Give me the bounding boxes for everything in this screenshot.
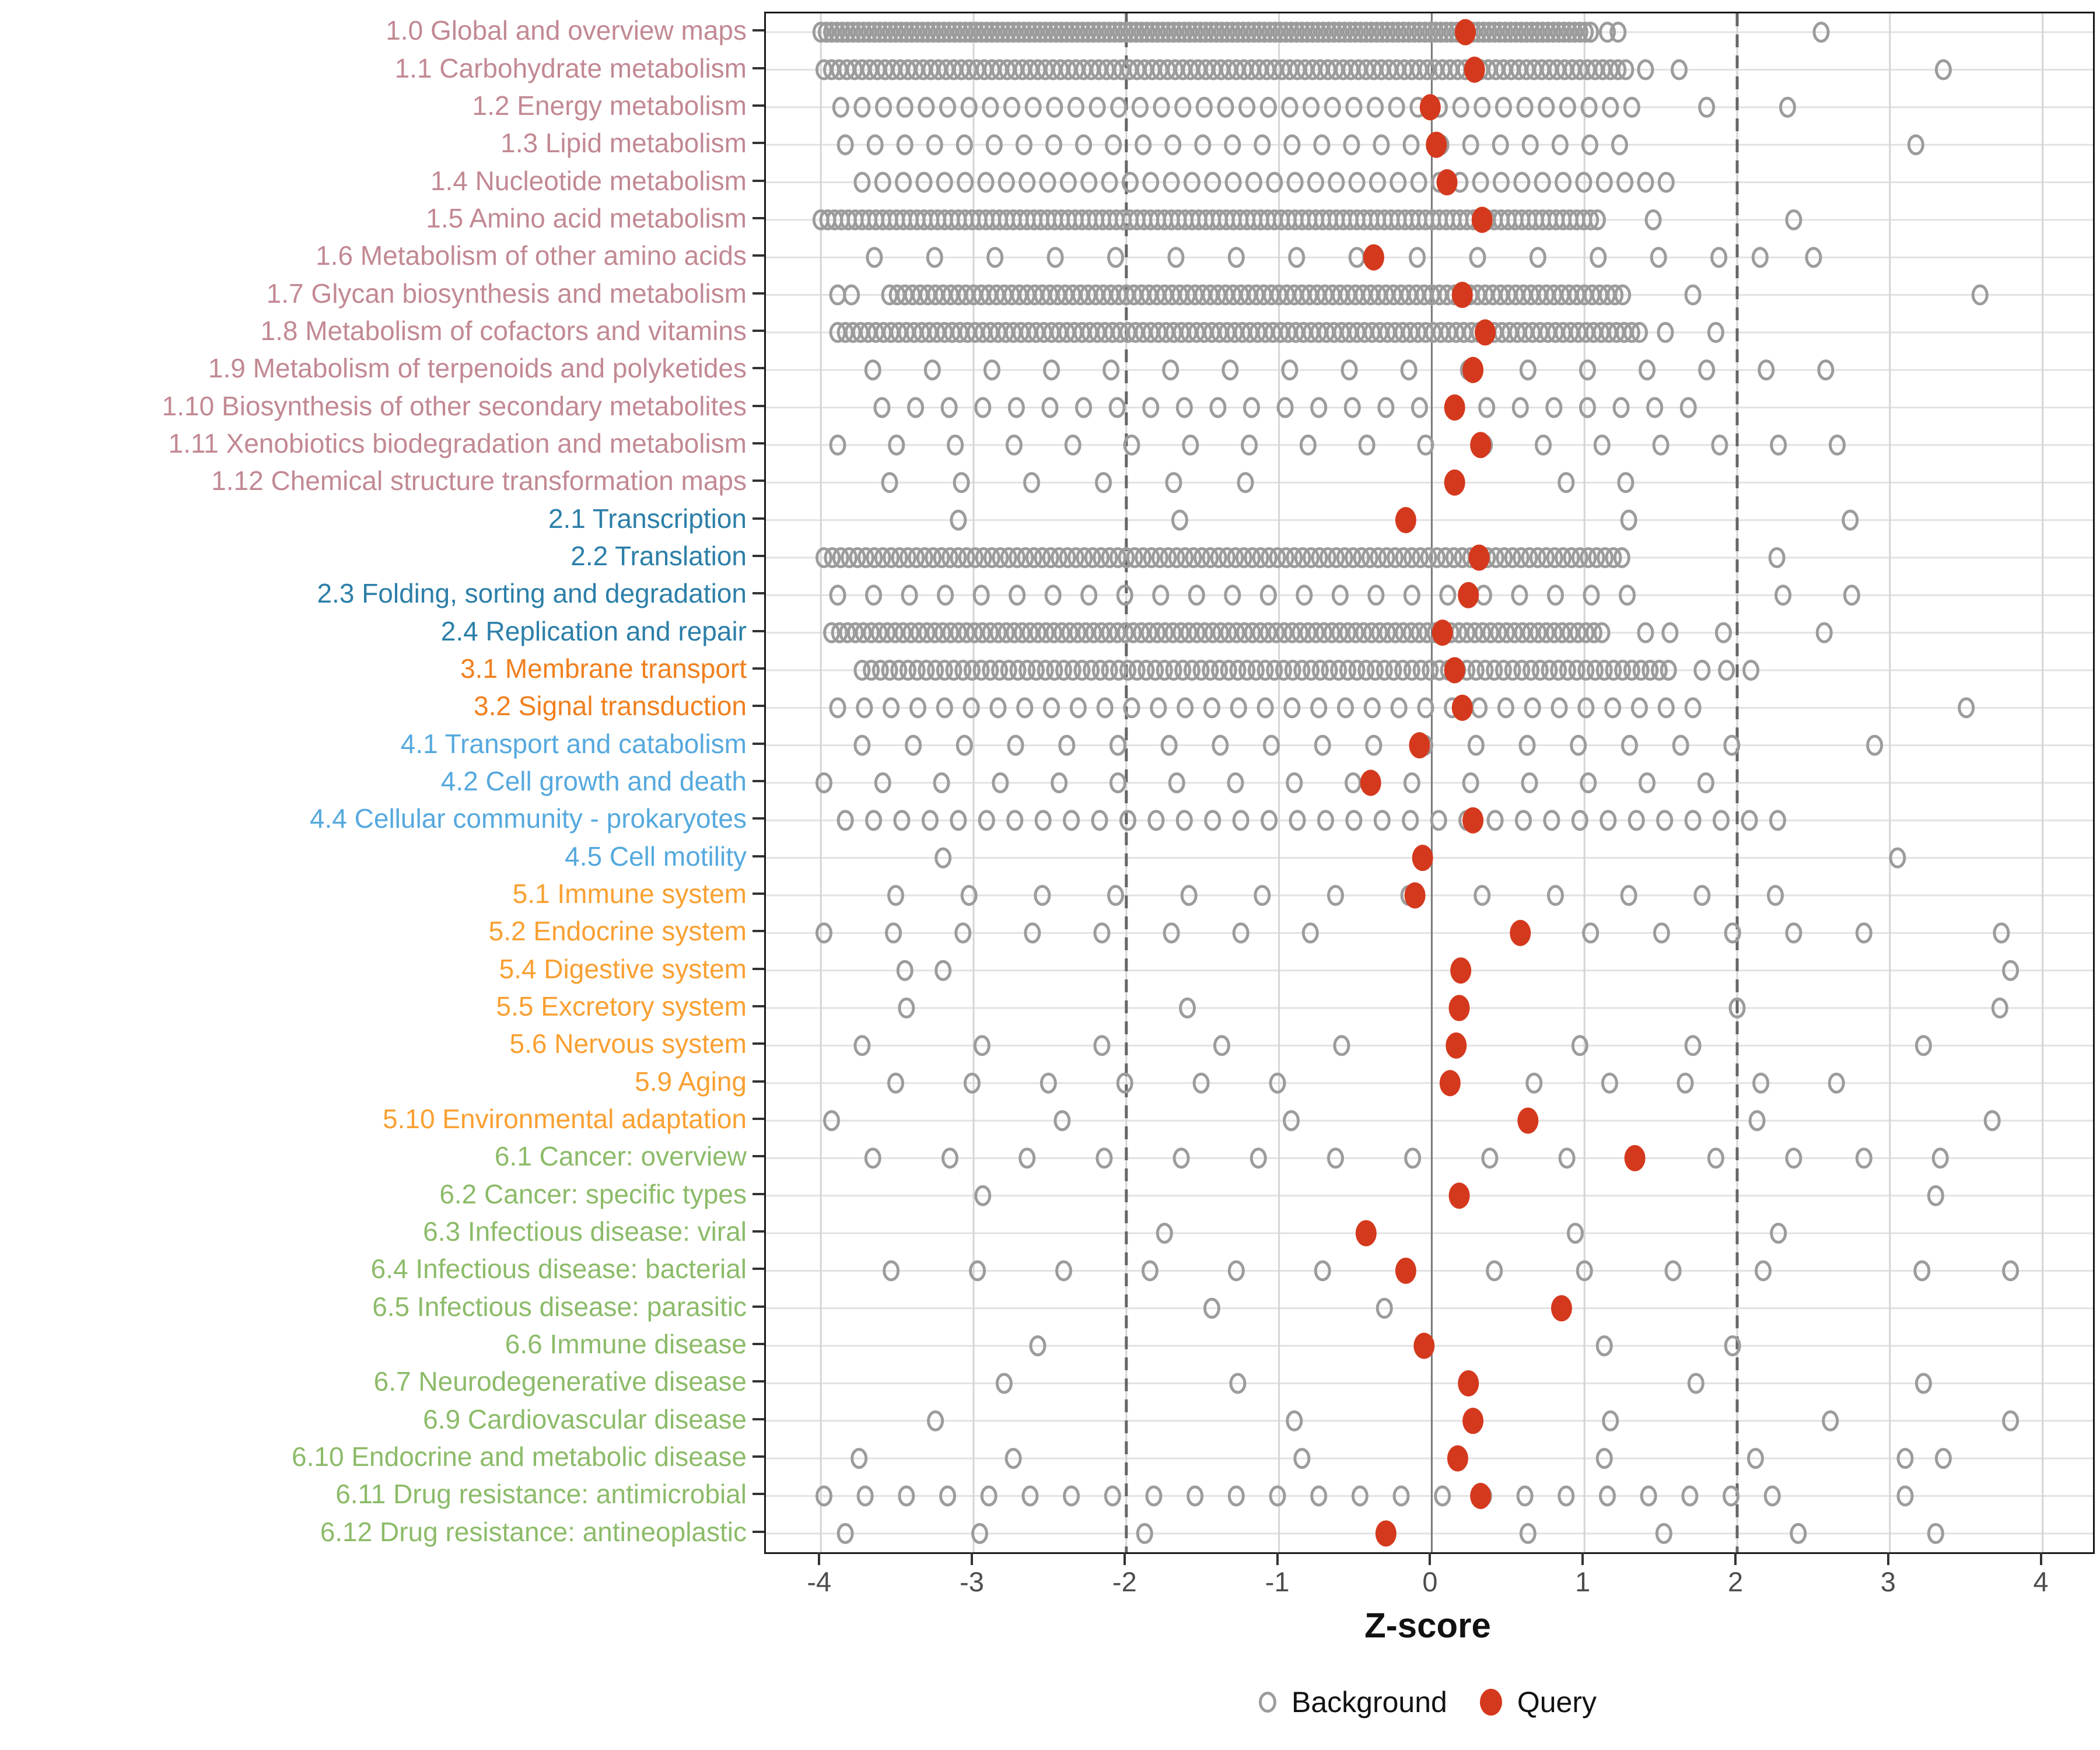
- query-point: [1469, 544, 1490, 570]
- y-category-label: 1.3 Lipid metabolism: [501, 128, 747, 159]
- x-tick-label: -2: [1112, 1566, 1137, 1597]
- x-axis-tick: [1429, 1552, 1431, 1565]
- y-category-label: 4.1 Transport and catabolism: [400, 728, 747, 759]
- x-axis-tick: [971, 1552, 973, 1565]
- query-point: [1409, 732, 1430, 758]
- x-axis-tick: [1734, 1552, 1737, 1565]
- y-axis-tick: [752, 480, 764, 482]
- query-point: [1452, 282, 1473, 308]
- query-point: [1446, 1032, 1466, 1059]
- y-axis-tick: [752, 855, 764, 858]
- query-point: [1444, 470, 1465, 496]
- y-category-label: 6.12 Drug resistance: antineoplastic: [320, 1516, 747, 1547]
- query-point: [1510, 920, 1531, 946]
- y-category-label: 1.7 Glycan biosynthesis and metabolism: [266, 278, 747, 309]
- y-category-label: 6.11 Drug resistance: antimicrobial: [335, 1479, 747, 1510]
- y-category-label: 5.1 Immune system: [512, 878, 747, 909]
- y-axis-tick: [752, 330, 764, 332]
- query-point: [1432, 620, 1453, 646]
- y-axis-tick: [752, 630, 764, 632]
- y-category-label: 1.8 Metabolism of cofactors and vitamins: [260, 315, 747, 346]
- query-point: [1462, 1408, 1483, 1434]
- query-point: [1395, 1258, 1416, 1284]
- query-point: [1452, 695, 1473, 721]
- y-axis-tick: [752, 29, 764, 32]
- y-axis-tick: [752, 1268, 764, 1270]
- y-category-label: 1.10 Biosynthesis of other secondary metabolites: [162, 390, 747, 421]
- y-axis-tick: [752, 1493, 764, 1495]
- y-category-label: 4.5 Cell motility: [565, 841, 747, 872]
- y-axis-tick: [752, 1380, 764, 1382]
- query-point: [1413, 1333, 1434, 1359]
- y-category-label: 5.5 Excretory system: [496, 991, 747, 1022]
- x-axis-tick: [2040, 1552, 2042, 1565]
- y-category-label: 6.1 Cancer: overview: [494, 1141, 747, 1172]
- legend: [764, 1679, 2091, 1726]
- query-point: [1458, 1370, 1479, 1396]
- y-axis-tick: [752, 1531, 764, 1533]
- y-category-label: 6.3 Infectious disease: viral: [423, 1216, 747, 1247]
- y-category-label: 1.9 Metabolism of terpenoids and polyketides: [208, 353, 747, 384]
- y-axis-tick: [752, 592, 764, 594]
- query-point: [1517, 1108, 1538, 1134]
- query-point: [1447, 1446, 1468, 1472]
- query-dot-icon: [1480, 1689, 1502, 1716]
- y-category-label: 2.2 Translation: [570, 540, 747, 571]
- y-axis-tick: [752, 1343, 764, 1345]
- x-tick-label: 3: [1880, 1566, 1896, 1597]
- y-category-label: 5.4 Digestive system: [499, 953, 747, 984]
- y-category-label: 1.4 Nucleotide metabolism: [430, 165, 747, 196]
- y-axis-tick: [752, 180, 764, 182]
- query-point: [1472, 206, 1493, 233]
- query-point: [1450, 957, 1471, 984]
- y-category-label: 4.2 Cell growth and death: [440, 766, 747, 796]
- y-category-label: 4.4 Cellular community - prokaryotes: [309, 803, 747, 834]
- x-axis-tick: [818, 1552, 820, 1565]
- y-axis-tick: [752, 968, 764, 970]
- legend-item-query: [1480, 1685, 1597, 1719]
- x-tick-label: -4: [807, 1566, 832, 1597]
- y-axis-tick: [752, 1080, 764, 1083]
- y-axis-tick: [752, 1118, 764, 1120]
- query-point: [1475, 319, 1496, 345]
- background-circle-icon: [1259, 1692, 1276, 1713]
- y-axis-tick: [752, 1042, 764, 1045]
- y-axis-tick: [752, 1193, 764, 1195]
- y-axis-tick: [752, 517, 764, 520]
- y-category-label: 5.2 Endocrine system: [488, 916, 747, 947]
- query-point: [1444, 394, 1465, 421]
- y-axis-tick: [752, 1306, 764, 1308]
- query-point: [1464, 57, 1485, 83]
- y-axis-tick: [752, 892, 764, 895]
- y-category-label: 1.11 Xenobiotics biodegradation and metabolism: [168, 428, 747, 459]
- y-category-label: 3.2 Signal transduction: [474, 691, 747, 722]
- x-axis-title: Z-score: [1364, 1606, 1491, 1645]
- y-axis-tick: [752, 1155, 764, 1157]
- x-tick-label: 0: [1422, 1566, 1438, 1597]
- plot-svg: [766, 13, 2093, 1552]
- legend-item-background: [1259, 1685, 1447, 1719]
- y-category-label: 6.10 Endocrine and metabolic disease: [292, 1441, 747, 1472]
- y-category-label: 2.4 Replication and repair: [440, 615, 747, 646]
- query-point: [1437, 169, 1458, 195]
- y-axis-tick: [752, 442, 764, 444]
- query-point: [1458, 582, 1479, 608]
- query-point: [1405, 883, 1426, 909]
- y-axis-tick: [752, 780, 764, 782]
- y-axis-tick: [752, 67, 764, 69]
- query-point: [1360, 770, 1381, 796]
- y-category-label: 3.1 Membrane transport: [460, 653, 747, 684]
- y-axis-tick: [752, 292, 764, 295]
- y-axis-tick: [752, 743, 764, 745]
- y-axis-tick: [752, 405, 764, 407]
- y-axis-tick: [752, 1005, 764, 1007]
- query-point: [1363, 244, 1384, 271]
- y-axis-tick: [752, 1418, 764, 1420]
- y-axis-tick: [752, 930, 764, 932]
- y-category-label: 5.9 Aging: [635, 1066, 747, 1097]
- query-point: [1470, 432, 1491, 458]
- y-category-label: 6.6 Immune disease: [505, 1329, 747, 1360]
- x-tick-label: 4: [2033, 1566, 2049, 1597]
- x-tick-label: 1: [1575, 1566, 1591, 1597]
- y-category-label: 1.12 Chemical structure transformation maps: [211, 466, 747, 496]
- y-category-label: 6.4 Infectious disease: bacterial: [370, 1254, 747, 1284]
- query-point: [1551, 1295, 1572, 1321]
- y-category-label: 2.3 Folding, sorting and degradation: [317, 578, 747, 609]
- query-point: [1444, 657, 1465, 683]
- query-point: [1440, 1070, 1461, 1096]
- plot-panel: [764, 12, 2095, 1554]
- y-category-label: 2.1 Transcription: [548, 503, 747, 534]
- y-axis-tick: [752, 367, 764, 369]
- y-category-label: 1.0 Global and overview maps: [386, 15, 747, 46]
- query-point: [1625, 1145, 1646, 1171]
- y-category-label: 1.6 Metabolism of other amino acids: [316, 240, 747, 271]
- y-category-label: 1.2 Energy metabolism: [472, 90, 747, 121]
- y-axis-tick: [752, 254, 764, 257]
- x-tick-label: -1: [1265, 1566, 1290, 1597]
- query-point: [1462, 357, 1483, 383]
- x-tick-label: 2: [1727, 1566, 1744, 1597]
- y-category-label: 1.1 Carbohydrate metabolism: [394, 52, 747, 83]
- query-point: [1356, 1220, 1377, 1247]
- query-point: [1376, 1520, 1396, 1546]
- y-category-label: 5.10 Environmental adaptation: [383, 1104, 747, 1135]
- y-axis-tick: [752, 1230, 764, 1233]
- query-point: [1470, 1483, 1491, 1509]
- x-axis-tick: [1124, 1552, 1126, 1565]
- x-axis-tick: [1276, 1552, 1279, 1565]
- y-axis-tick: [752, 1455, 764, 1458]
- y-category-label: 6.5 Infectious disease: parasitic: [372, 1291, 747, 1322]
- y-category-label: 6.7 Neurodegenerative disease: [373, 1366, 747, 1397]
- x-axis-tick: [1581, 1552, 1584, 1565]
- query-point: [1449, 995, 1470, 1021]
- y-category-label: 6.9 Cardiovascular disease: [423, 1404, 747, 1434]
- query-point: [1412, 845, 1433, 871]
- legend-background-label: Background: [1291, 1686, 1447, 1718]
- query-point: [1462, 807, 1483, 834]
- y-axis-tick: [752, 705, 764, 707]
- y-axis-tick: [752, 104, 764, 107]
- y-axis-tick: [752, 217, 764, 219]
- y-axis-tick: [752, 142, 764, 144]
- y-axis-tick: [752, 817, 764, 820]
- y-category-label: 1.5 Amino acid metabolism: [426, 202, 747, 233]
- y-axis-tick: [752, 667, 764, 670]
- y-category-label: 5.6 Nervous system: [509, 1028, 747, 1059]
- query-point: [1449, 1182, 1470, 1209]
- y-category-label: 6.2 Cancer: specific types: [439, 1178, 747, 1209]
- x-tick-label: -3: [960, 1566, 984, 1597]
- x-axis-tick: [1887, 1552, 1889, 1565]
- query-point: [1420, 94, 1441, 120]
- query-point: [1455, 19, 1476, 46]
- query-point: [1426, 132, 1447, 158]
- query-point: [1395, 507, 1416, 533]
- legend-query-label: Query: [1517, 1686, 1597, 1718]
- y-axis-tick: [752, 555, 764, 557]
